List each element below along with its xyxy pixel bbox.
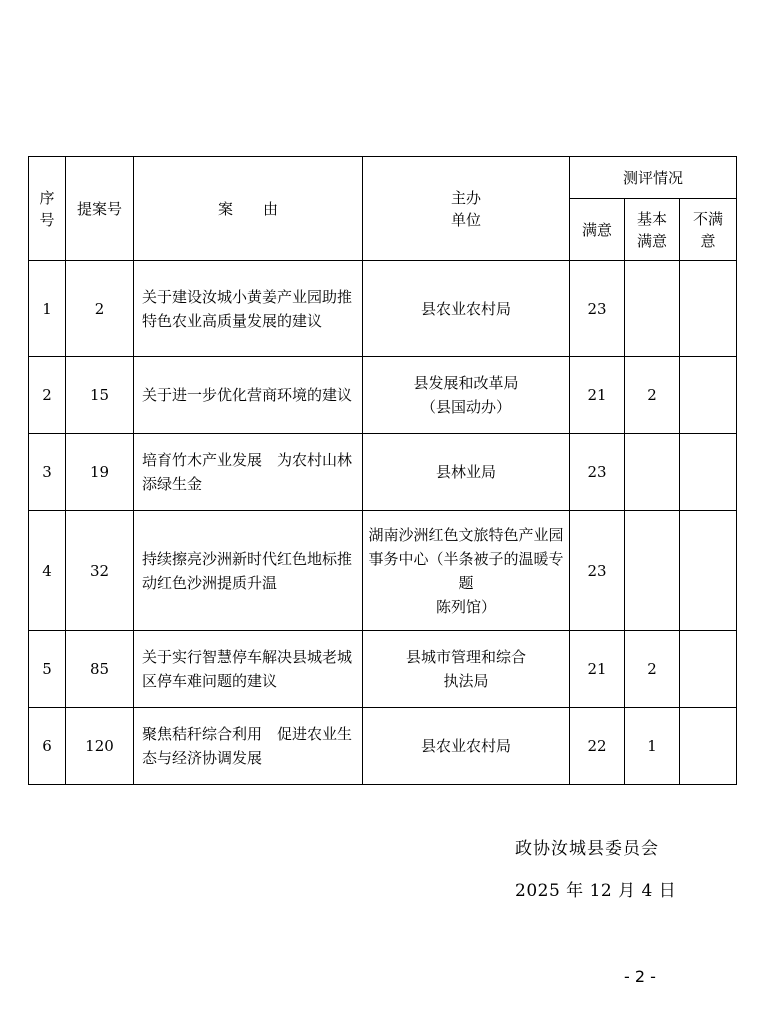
cell-proposal-no: 15 bbox=[66, 357, 134, 434]
cell-reason: 关于实行智慧停车解决县城老城区停车难问题的建议 bbox=[134, 631, 363, 708]
header-reason: 案 由 bbox=[134, 157, 363, 261]
cell-seq: 1 bbox=[29, 261, 66, 357]
header-basic-line2: 满意 bbox=[636, 231, 667, 250]
cell-unit bbox=[363, 511, 570, 631]
cell-unsatisfied bbox=[680, 511, 737, 631]
cell-basic-satisfied bbox=[625, 511, 680, 631]
header-seq-line1: 序 bbox=[39, 188, 55, 207]
cell-unit bbox=[363, 708, 570, 785]
unit-line: （县国动办） bbox=[420, 398, 511, 416]
cell-reason: 持续擦亮沙洲新时代红色地标推动红色沙洲提质升温 bbox=[134, 511, 363, 631]
cell-proposal-no: 85 bbox=[66, 631, 134, 708]
unit-line: 县发展和改革局 bbox=[413, 374, 519, 392]
unit-line: 县农业农村局 bbox=[420, 299, 511, 318]
evaluation-table bbox=[28, 156, 737, 785]
unit-line: 县城市管理和综合 bbox=[405, 648, 526, 666]
header-basic-line1: 基本 bbox=[636, 209, 667, 228]
header-unsatisfied-line2: 意 bbox=[700, 231, 716, 250]
unit-line: 县林业局 bbox=[435, 463, 496, 481]
cell-unit bbox=[363, 631, 570, 708]
cell-unit bbox=[363, 434, 570, 511]
cell-basic-satisfied bbox=[625, 434, 680, 511]
header-unit-line1: 主办 bbox=[450, 188, 481, 207]
cell-satisfied: 23 bbox=[570, 434, 625, 511]
cell-unsatisfied bbox=[680, 261, 737, 357]
cell-unit bbox=[363, 261, 570, 357]
header-unit bbox=[363, 157, 570, 261]
cell-proposal-no: 120 bbox=[66, 708, 134, 785]
cell-unsatisfied bbox=[680, 631, 737, 708]
cell-satisfied: 21 bbox=[570, 357, 625, 434]
cell-reason: 培育竹木产业发展 为农村山林添绿生金 bbox=[134, 434, 363, 511]
cell-proposal-no: 32 bbox=[66, 511, 134, 631]
cell-proposal-no: 19 bbox=[66, 434, 134, 511]
cell-basic-satisfied: 1 bbox=[625, 708, 680, 785]
cell-unit bbox=[363, 357, 570, 434]
unit-line: 县农业农村局 bbox=[420, 737, 511, 755]
cell-basic-satisfied: 2 bbox=[625, 357, 680, 434]
header-unsatisfied bbox=[680, 199, 737, 261]
cell-proposal-no: 2 bbox=[66, 261, 134, 357]
table-row bbox=[29, 631, 737, 708]
header-unit-line2: 单位 bbox=[450, 210, 481, 229]
header-seq bbox=[29, 157, 66, 261]
cell-satisfied: 23 bbox=[570, 511, 625, 631]
cell-seq: 2 bbox=[29, 357, 66, 434]
table-row bbox=[29, 511, 737, 631]
header-proposal-no: 提案号 bbox=[66, 157, 134, 261]
unit-line: 执法局 bbox=[443, 672, 489, 690]
table-row bbox=[29, 357, 737, 434]
cell-satisfied: 22 bbox=[570, 708, 625, 785]
table-row bbox=[29, 708, 737, 785]
table-row bbox=[29, 261, 737, 357]
header-seq-line2: 号 bbox=[39, 210, 55, 229]
cell-unsatisfied bbox=[680, 708, 737, 785]
cell-seq: 5 bbox=[29, 631, 66, 708]
cell-seq: 6 bbox=[29, 708, 66, 785]
header-basic-satisfied bbox=[625, 199, 680, 261]
table-row bbox=[29, 434, 737, 511]
signature-org: 政协汝城县委员会 bbox=[515, 839, 659, 859]
cell-basic-satisfied: 2 bbox=[625, 631, 680, 708]
unit-line: 陈列馆） bbox=[435, 597, 496, 616]
cell-satisfied: 23 bbox=[570, 261, 625, 357]
signature-date: 2025 年 12 月 4 日 bbox=[515, 881, 677, 901]
cell-basic-satisfied bbox=[625, 261, 680, 357]
header-unsatisfied-line1: 不满 bbox=[693, 209, 724, 228]
cell-seq: 4 bbox=[29, 511, 66, 631]
cell-unsatisfied bbox=[680, 357, 737, 434]
cell-unsatisfied bbox=[680, 434, 737, 511]
unit-line: 湖南沙洲红色文旅特色产业园事务中心（半条被子的温暖专题 bbox=[368, 525, 564, 592]
cell-reason: 聚焦秸秆综合利用 促进农业生态与经济协调发展 bbox=[134, 708, 363, 785]
cell-reason: 关于进一步优化营商环境的建议 bbox=[134, 357, 363, 434]
cell-satisfied: 21 bbox=[570, 631, 625, 708]
page-number: - 2 - bbox=[624, 967, 656, 986]
cell-seq: 3 bbox=[29, 434, 66, 511]
header-satisfied: 满意 bbox=[570, 199, 625, 261]
header-eval: 测评情况 bbox=[570, 157, 737, 199]
cell-reason: 关于建设汝城小黄姜产业园助推特色农业高质量发展的建议 bbox=[134, 261, 363, 357]
